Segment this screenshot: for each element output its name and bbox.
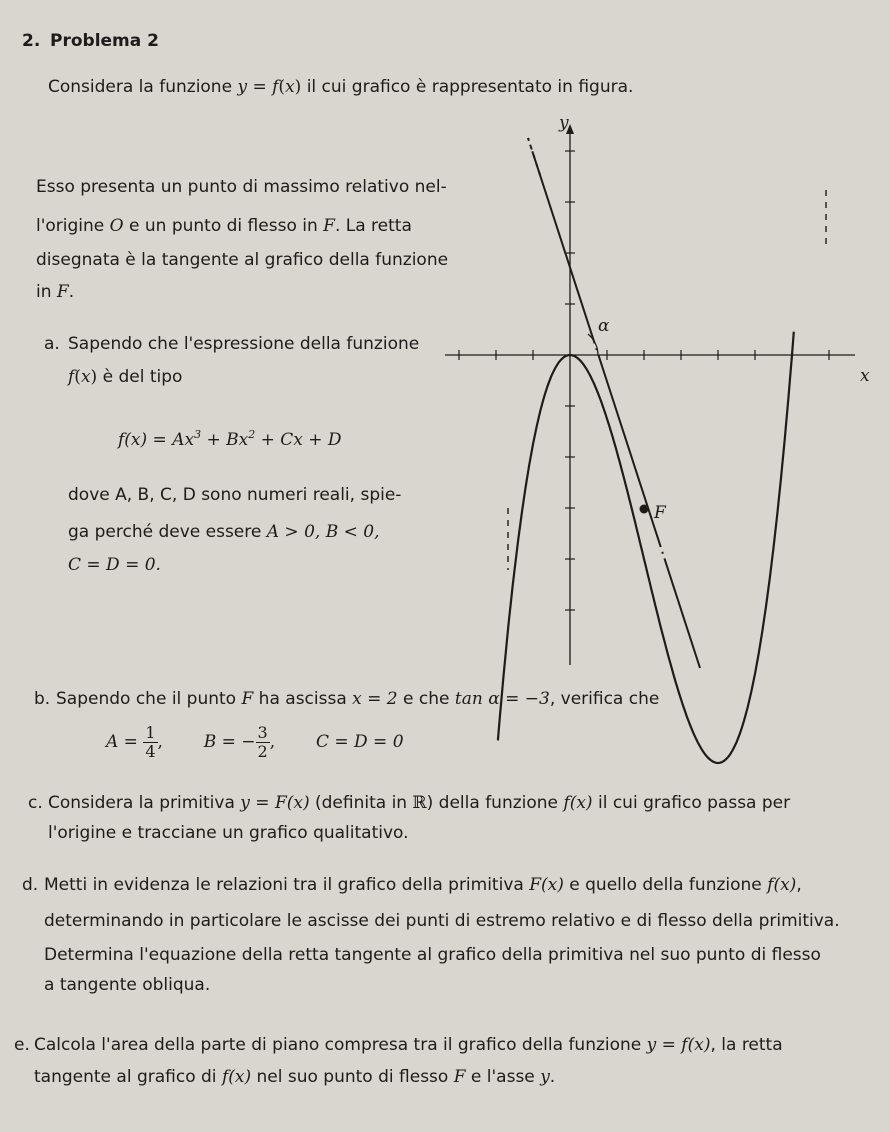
part-d-label: d. <box>22 875 39 895</box>
description-line-2: l'origine O e un punto di flesso in F. La retta <box>36 216 412 236</box>
y-axis <box>566 124 574 665</box>
fraction-B: $\frac{3}{2}$ <box>257 722 268 761</box>
intro-text: Considera la funzione y = f(x) il cui grafico è rappresentato in figura. <box>48 77 634 97</box>
problem-number: 2. <box>22 31 41 51</box>
part-a-label: a. <box>44 334 60 354</box>
fraction-A: $\frac{1}{4}$ <box>145 722 156 761</box>
part-d-line-3: Determina l'equazione della retta tangente al grafico della primitiva nel suo punto di flesso <box>44 945 821 965</box>
part-b-label: b. <box>34 689 51 709</box>
angle-label: α <box>598 316 610 336</box>
part-c-line-2: l'origine e tracciane un grafico qualitativo. <box>48 823 409 843</box>
part-c-label: c. <box>28 793 43 813</box>
part-e-label: e. <box>14 1035 30 1055</box>
inflection-point-F <box>640 505 649 514</box>
part-d-line-2: determinando in particolare le ascisse dei punti di estremo relativo e di flesso della primitiva. <box>44 911 840 931</box>
description-line-3: disegnata è la tangente al grafico della funzione <box>36 250 449 270</box>
problem-title: Problema 2 <box>50 31 159 51</box>
part-a-line-4: ga perché deve essere A > 0, B < 0, <box>68 522 380 542</box>
point-label-F: F <box>654 503 666 523</box>
part-e-line-1: Calcola l'area della parte di piano compresa tra il grafico della funzione y = f(x), la retta <box>34 1035 783 1055</box>
tangent-line <box>528 138 700 668</box>
description-line-4: in F. <box>36 282 75 302</box>
y-axis-label: y <box>559 113 569 133</box>
part-b-line-1: Sapendo che il punto F ha ascissa x = 2 e che tan α = −3, verifica che <box>56 689 660 709</box>
description-line-1: Esso presenta un punto di massimo relativo nel- <box>36 177 447 197</box>
part-a-line-3: dove A, B, C, D sono numeri reali, spie- <box>68 485 402 505</box>
function-curve <box>498 332 794 763</box>
part-a-line-5: C = D = 0. <box>68 555 161 575</box>
part-c-line-1: Considera la primitiva y = F(x) (definita in ℝ) della funzione f(x) il cui grafico passa per <box>48 793 791 813</box>
part-b-values: A = $\frac{1}{4}$ , B = − $\frac{3}{2}$ , C = D = 0 <box>106 722 404 761</box>
part-a-line-2: f(x) è del tipo <box>68 367 183 387</box>
part-a-line-1: Sapendo che l'espressione della funzione <box>68 334 420 354</box>
part-e-line-2: tangente al grafico di f(x) nel suo punto di flesso F e l'asse y. <box>34 1067 556 1087</box>
part-a-formula: $f(x) = Ax^3 + Bx^2 + Cx + D$ <box>118 428 342 450</box>
part-d-line-4: a tangente obliqua. <box>44 975 211 995</box>
part-d-line-1: Metti in evidenza le relazioni tra il grafico della primitiva F(x) e quello della funzione f(x), <box>44 875 802 895</box>
x-axis-label: x <box>860 366 870 386</box>
